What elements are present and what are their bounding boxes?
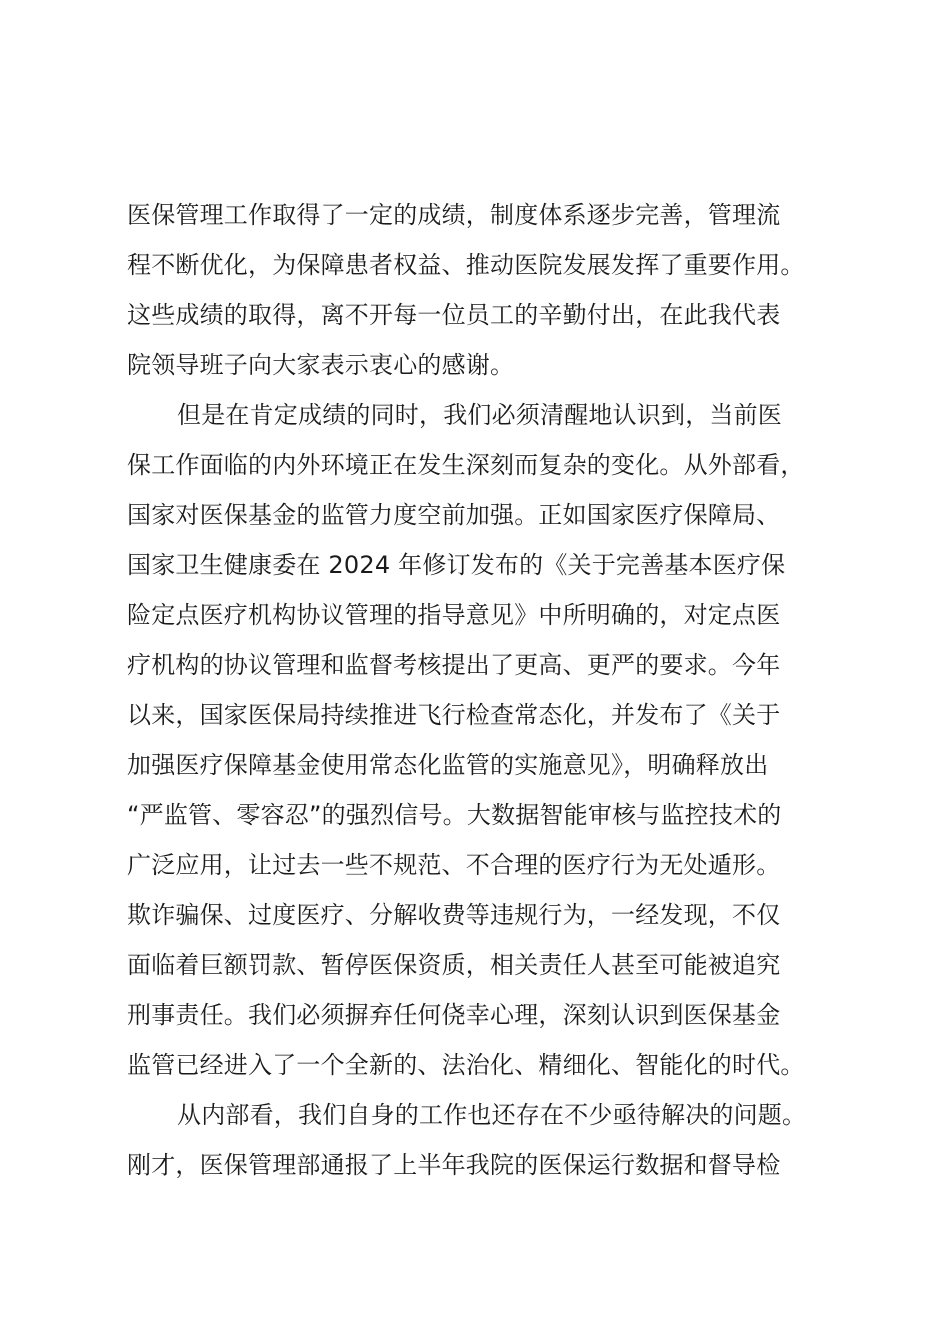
text-line: 院领导班子向大家表示衷心的感谢。 bbox=[127, 351, 515, 379]
text-line: 刚才，医保管理部通报了上半年我院的医保运行数据和督导检 bbox=[127, 1151, 781, 1179]
text-line: “严监管、零容忍”的强烈信号。大数据智能审核与监控技术的 bbox=[127, 801, 782, 829]
text-line: 国家卫生健康委在 2024 年修订发布的《关于完善基本医疗保 bbox=[127, 551, 786, 579]
text-line: 保工作面临的内外环境正在发生深刻而复杂的变化。从外部看， bbox=[127, 451, 805, 479]
text-line: 广泛应用，让过去一些不规范、不合理的医疗行为无处遁形。 bbox=[127, 851, 781, 879]
text-line: 疗机构的协议管理和监督考核提出了更高、更严的要求。今年 bbox=[127, 651, 781, 679]
text-line: 国家对医保基金的监管力度空前加强。正如国家医疗保障局、 bbox=[127, 501, 781, 529]
paragraph-start-line: 从内部看，我们自身的工作也还存在不少亟待解决的问题。 bbox=[177, 1101, 807, 1129]
paragraph-start-line: 但是在肯定成绩的同时，我们必须清醒地认识到，当前医 bbox=[177, 401, 782, 429]
document-body bbox=[127, 193, 847, 1193]
text-line: 程不断优化，为保障患者权益、推动医院发展发挥了重要作用。 bbox=[127, 251, 805, 279]
text-line: 监管已经进入了一个全新的、法治化、精细化、智能化的时代。 bbox=[127, 1051, 805, 1079]
text-line: 加强医疗保障基金使用常态化监管的实施意见》，明确释放出 bbox=[127, 751, 769, 779]
text-line: 险定点医疗机构协议管理的指导意见》中所明确的，对定点医 bbox=[127, 601, 781, 629]
text-line: 医保管理工作取得了一定的成绩，制度体系逐步完善，管理流 bbox=[127, 201, 781, 229]
text-line: 以来，国家医保局持续推进飞行检查常态化，并发布了《关于 bbox=[127, 701, 781, 729]
text-line: 欺诈骗保、过度医疗、分解收费等违规行为，一经发现，不仅 bbox=[127, 901, 781, 929]
text-line: 面临着巨额罚款、暂停医保资质，相关责任人甚至可能被追究 bbox=[127, 951, 781, 979]
text-line: 刑事责任。我们必须摒弃任何侥幸心理，深刻认识到医保基金 bbox=[127, 1001, 781, 1029]
text-line: 这些成绩的取得，离不开每一位员工的辛勤付出，在此我代表 bbox=[127, 301, 781, 329]
